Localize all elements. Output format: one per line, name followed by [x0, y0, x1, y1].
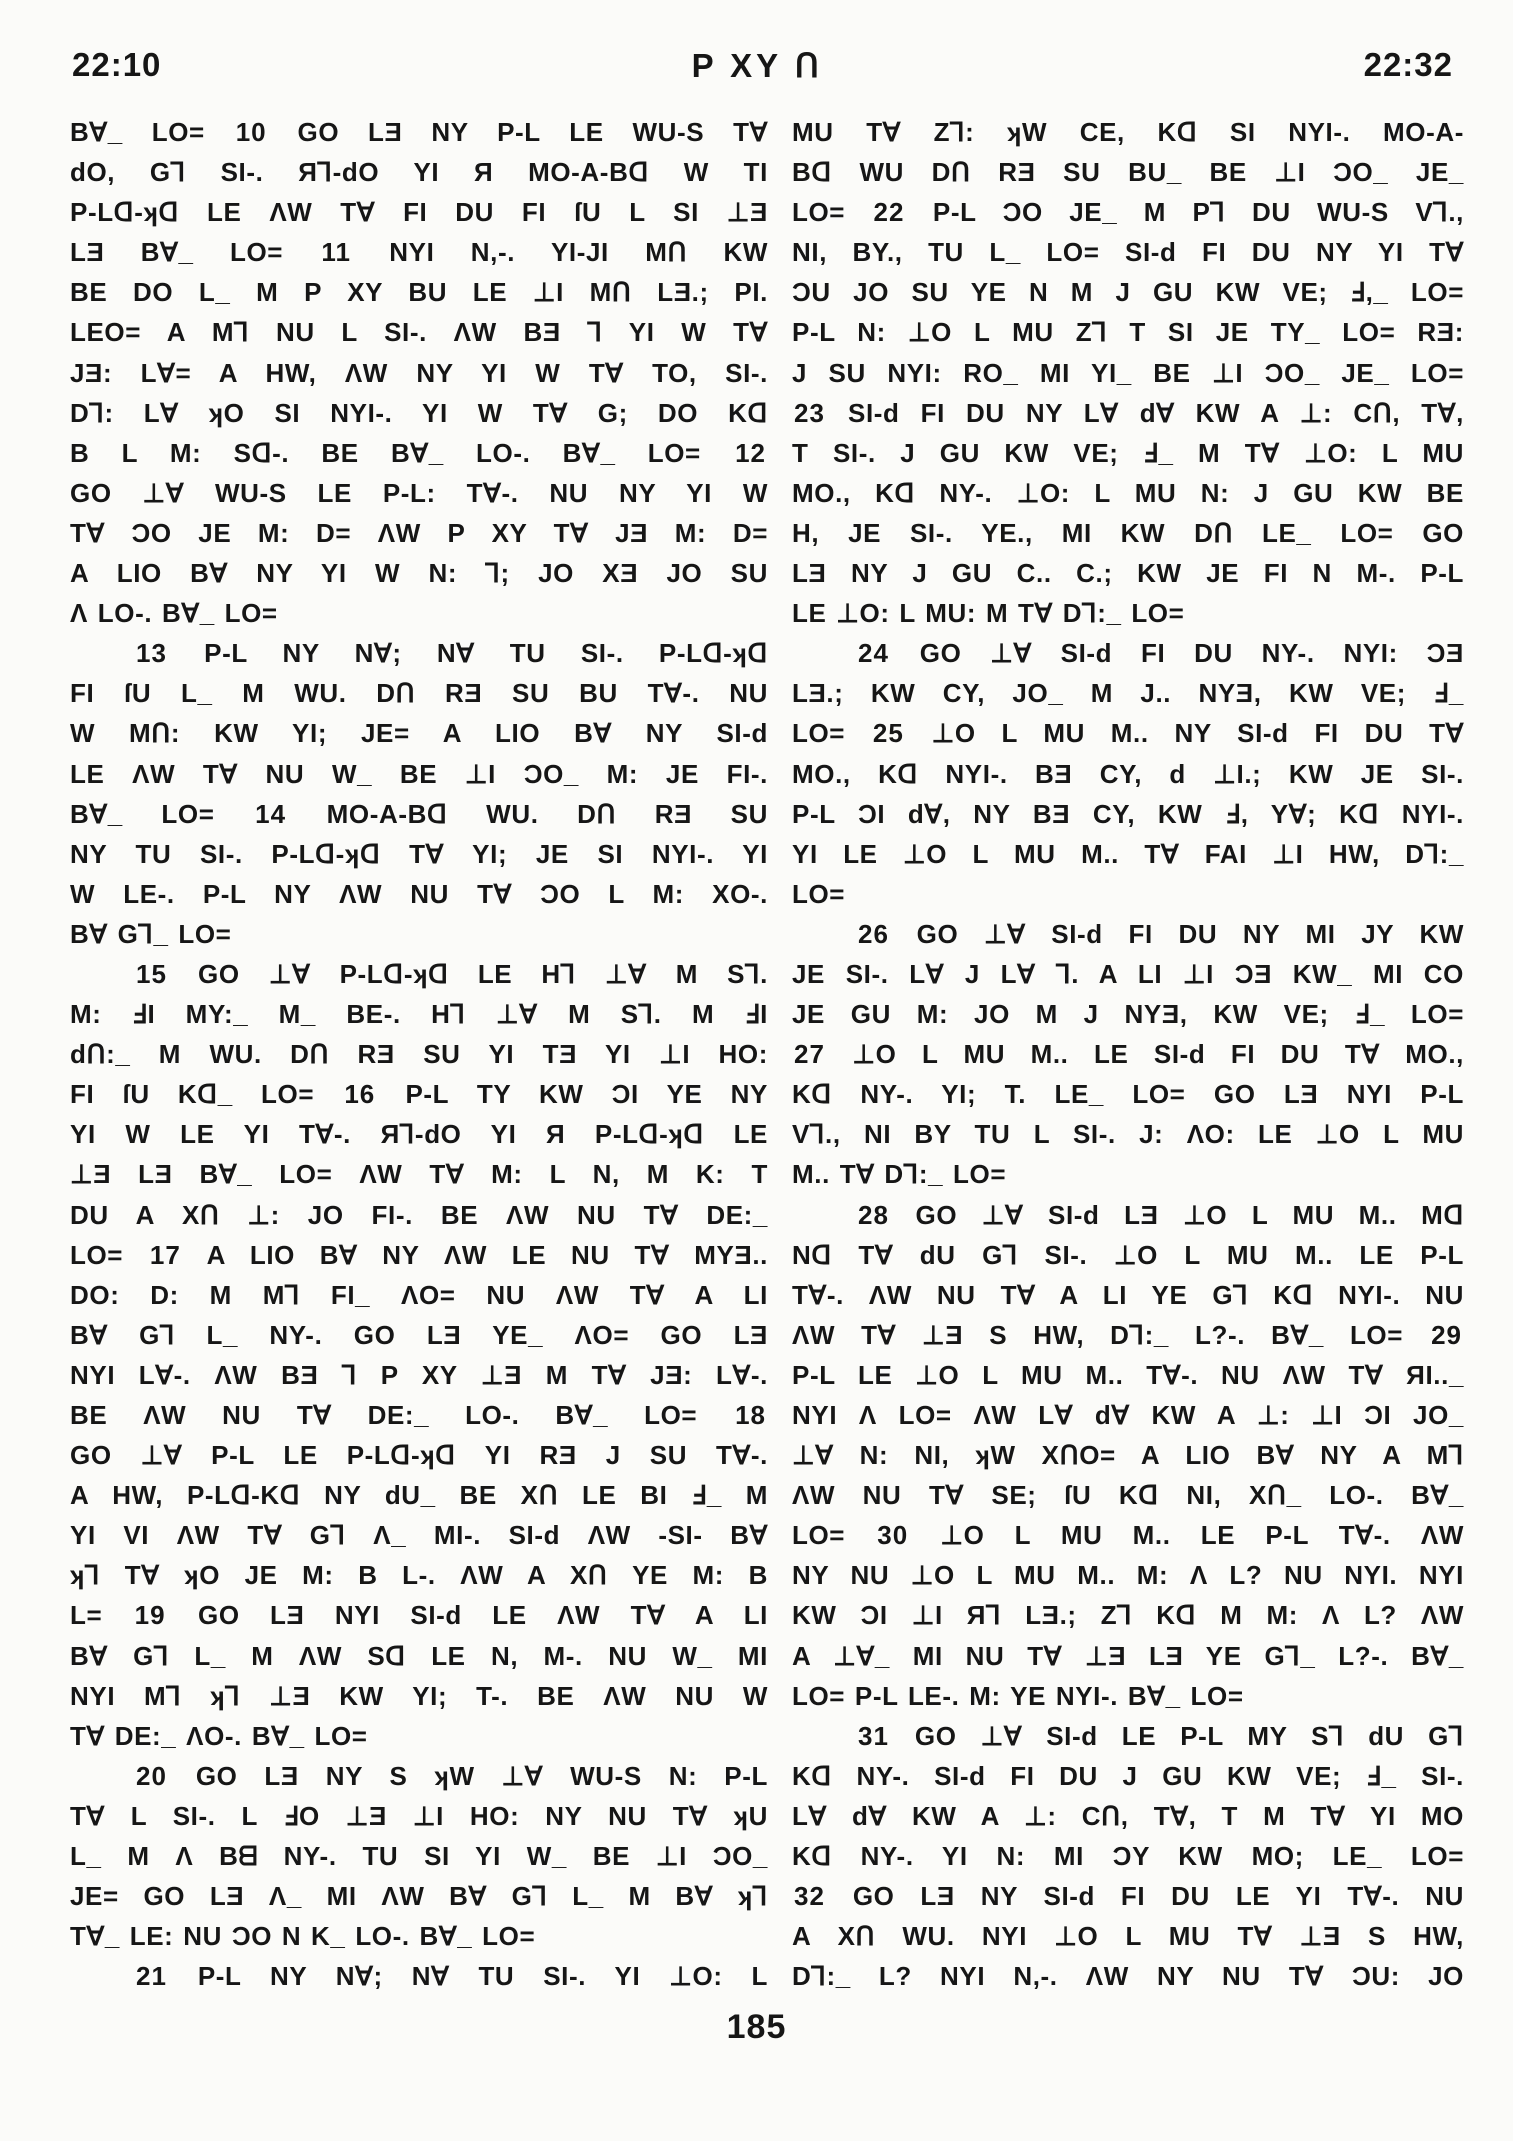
text-line: T∀ ƆO JE M: D= ΛW P XY T∀ JƎ M: D= [70, 517, 768, 548]
text-line: L_ M Λ Bᗺ NY-. TU SI YI W_ BE ⊥I ƆO_ [70, 1841, 768, 1872]
verse-number: 20 [136, 1760, 167, 1791]
text-line: D⅂: L∀ ʞO SI NYI-. YI W T∀ G; DO Kᗡ [70, 397, 768, 428]
text-line: T∀-. ΛW NU T∀ A LI YE G⅂ Kᗡ NYI-. NU [792, 1279, 1464, 1310]
text-line: MO., Kᗡ NY-. ⊥O: L MU N: J GU KW BE [792, 477, 1464, 508]
text-line: B∀ G⅂_ LO= [70, 918, 232, 949]
text-line: J SU NYI: RO_ MI YI_ BE ⊥I ƆO_ JE_ LO= [792, 357, 1464, 388]
text-line: W MՈ: KW YI; JE= A LIO B∀ NY SI-d [70, 718, 768, 749]
verse-number: 31 [858, 1720, 889, 1751]
text-line: NY NU ⊥O L MU M.. M: Λ L? NU NYI. NYI [792, 1560, 1464, 1591]
text-line: D⅂:_ L? NYI N,-. ΛW NY NU T∀ ƆU: JO [792, 1961, 1464, 1992]
text-line: T SI-. J GU KW VE; Ⅎ_ M T∀ ⊥O: L MU [792, 437, 1464, 468]
text-line: LƎ NY J GU C.. C.; KW JE FI N M-. P-L [792, 558, 1464, 589]
text-line: LƎ.; KW CY, JO_ M J.. NYƎ, KW VE; Ⅎ_ [792, 678, 1464, 709]
text-line: 15 GO ⊥∀ P-Lᗡ-ʞᗡ LE H⅂ ⊥∀ M S⅂. [136, 958, 768, 989]
text-line: T∀ DE:_ ΛO-. B∀_ LO= [70, 1720, 368, 1751]
text-line: V⅂., NI BY TU L SI-. J: ΛO: LE ⊥O L MU [792, 1119, 1464, 1150]
running-head-book-title: P XY Ո [691, 47, 823, 84]
text-line: ΛW NU T∀ SE; ſU Kᗡ NI, XՈ_ LO-. B∀_ [792, 1480, 1464, 1511]
text-line: 13 P-L NY N∀; N∀ TU SI-. P-Lᗡ-ʞᗡ [136, 638, 768, 669]
verse-number: 17 [149, 1239, 181, 1270]
text-line: YI VI ΛW T∀ G⅂ Λ_ MI-. SI-d ΛW -SI- B∀ [70, 1520, 768, 1551]
verse-number: 22 [873, 197, 905, 228]
text-line: FI ſU Kᗡ_ LO= 16 P-L TY KW ƆI YE NY [70, 1079, 768, 1110]
text-line: LE ΛW T∀ NU W_ BE ⊥I ƆO_ M: JE FI-. [70, 758, 768, 789]
text-line: YI W LE YI T∀-. Я⅂-dO YI Я P-Lᗡ-ʞᗡ LE [70, 1119, 768, 1150]
text-line: MU T∀ Z⅂: ʞW CE, Kᗡ SI NYI-. MO-A- [792, 117, 1464, 147]
text-line: 26 GO ⊥∀ SI-d FI DU NY MI JY KW [858, 918, 1464, 949]
verse-number: 12 [735, 437, 766, 468]
verse-number: 16 [344, 1079, 376, 1110]
text-column-right [792, 112, 1464, 1996]
text-line: P-L LE ⊥O L MU M.. T∀-. NU ΛW T∀ ЯI.._ [792, 1359, 1464, 1390]
text-line: YI LE ⊥O L MU M.. T∀ FAI ⊥I HW, D⅂:_ [792, 838, 1464, 869]
text-line: NY TU SI-. P-Lᗡ-ʞᗡ T∀ YI; JE SI NYI-. YI [70, 838, 768, 869]
text-line: Kᗡ NY-. YI; T. LE_ LO= GO LƎ NYI P-L [792, 1079, 1464, 1110]
text-line: B∀_ LO= 14 MO-A-Bᗡ WU. DՈ RƎ SU [70, 798, 768, 829]
text-line: LO= P-L LE-. M: YE NYI-. B∀_ LO= [792, 1680, 1244, 1711]
running-head [72, 46, 1453, 84]
verse-number: 13 [136, 638, 167, 669]
text-line: 24 GO ⊥∀ SI-d FI DU NY-. NYI: ƆƎ [858, 638, 1464, 669]
text-line: 28 GO ⊥∀ SI-d LƎ ⊥O L MU M.. Mᗡ [858, 1199, 1464, 1230]
text-line: DO: D: M M⅂ FI_ ΛO= NU ΛW T∀ A LI [70, 1279, 768, 1310]
text-line: 32 GO LƎ NY SI-d FI DU LE YI T∀-. NU [794, 1881, 1464, 1912]
verse-number: 14 [255, 798, 287, 829]
verse-number: 27 [794, 1039, 825, 1070]
text-line: GO ⊥∀ WU-S LE P-L: T∀-. NU NY YI W [70, 477, 768, 508]
verse-number: 26 [858, 918, 889, 949]
text-line: NYI L∀-. ΛW BƎ ⅂ P XY ⊥Ǝ M T∀ JƎ: L∀-. [70, 1359, 768, 1390]
text-line: LƎ B∀_ LO= 11 NYI N,-. YI-JI MՈ KW [70, 237, 768, 268]
text-line: B∀ G⅂ L_ M ΛW Sᗡ LE N, M-. NU W_ MI [70, 1640, 768, 1671]
running-head-left-reference: 22:10 [72, 46, 162, 83]
text-line: MO., Kᗡ NYI-. BƎ CY, d ⊥I.; KW JE SI-. [792, 758, 1464, 789]
text-line: DU A XՈ ⊥: JO FI-. BE ΛW NU T∀ DE:_ [70, 1199, 768, 1230]
verse-number: 11 [321, 237, 351, 268]
text-line: 27 ⊥O L MU M.. LE SI-d FI DU T∀ MO., [794, 1039, 1464, 1070]
text-line: Λ LO-. B∀_ LO= [70, 598, 278, 629]
text-line: BE DO L_ M P XY BU LE ⊥I MՈ LƎ.; PI. [70, 277, 768, 308]
text-line: GO ⊥∀ P-L LE P-Lᗡ-ʞᗡ YI RƎ J SU T∀-. [70, 1440, 768, 1471]
text-line: P-L ƆI d∀, NY BƎ CY, KW Ⅎ, Y∀; Kᗡ NYI-. [792, 798, 1464, 829]
text-line: 21 P-L NY N∀; N∀ TU SI-. YI ⊥O: L [136, 1961, 768, 1992]
text-line: Nᗡ T∀ dU G⅂ SI-. ⊥O L MU M.. LE P-L [792, 1239, 1464, 1270]
page-number: 185 [726, 2008, 787, 2046]
verse-number: 23 [794, 397, 825, 428]
text-line: B∀_ LO= 10 GO LƎ NY P-L LE WU-S T∀ [70, 117, 768, 147]
text-line: LO= 17 A LIO B∀ NY ΛW LE NU T∀ MYƎ.. [70, 1239, 768, 1270]
text-line: JE= GO LƎ Λ_ MI ΛW B∀ G⅂ L_ M B∀ ʞ⅂ [70, 1881, 768, 1912]
text-line: A LIO B∀ NY YI W N: ⅂; JO XƎ JO SU [70, 558, 768, 589]
text-line: 20 GO LƎ NY S ʞW ⊥∀ WU-S N: P-L [136, 1760, 768, 1791]
text-line: T∀ L SI-. L ℲO ⊥Ǝ ⊥I HO: NY NU T∀ ʞU [70, 1800, 768, 1831]
text-line: ƆU JO SU YE N M J GU KW VE; Ⅎ,_ LO= [792, 277, 1464, 308]
verse-number: 28 [858, 1199, 889, 1230]
text-line: M: ℲI MY:_ M_ BE-. H⅂ ⊥∀ M S⅂. M ℲI [70, 999, 768, 1030]
text-line: 23 SI-d FI DU NY L∀ d∀ KW A ⊥: CՈ, T∀, [794, 397, 1464, 428]
text-line: P-L N: ⊥O L MU Z⅂ T SI JE TY_ LO= RƎ: [792, 317, 1464, 348]
text-line: ⊥∀ N: NI, ʞW XՈO= A LIO B∀ NY A M⅂ [792, 1440, 1464, 1471]
verse-number: 30 [877, 1520, 909, 1551]
text-line: B∀ G⅂ L_ NY-. GO LƎ YE_ ΛO= GO LƎ [70, 1319, 768, 1350]
text-line: A ⊥∀_ MI NU T∀ ⊥Ǝ LƎ YE G⅂_ L?-. B∀_ [792, 1640, 1464, 1671]
text-line: A HW, P-Lᗡ-Kᗡ NY dU_ BE XՈ LE BI Ⅎ_ M [70, 1480, 768, 1511]
text-line: B L M: Sᗡ-. BE B∀_ LO-. B∀_ LO= 12 [70, 437, 766, 468]
text-line: NYI M⅂ ʞ⅂ ⊥Ǝ KW YI; T-. BE ΛW NU W [70, 1680, 768, 1711]
text-line: LEO= A M⅂ NU L SI-. ΛW BƎ ⅂ YI W T∀ [70, 317, 768, 348]
text-line: NYI Λ LO= ΛW L∀ d∀ KW A ⊥: ⊥I ƆI JO_ [792, 1400, 1464, 1430]
text-line: BE ΛW NU T∀ DE:_ LO-. B∀_ LO= 18 [70, 1400, 766, 1430]
text-line: Kᗡ NY-. YI N: MI ƆY KW MO; LE_ LO= [792, 1841, 1464, 1872]
text-line: H, JE SI-. YE., MI KW DՈ LE_ LO= GO [792, 517, 1464, 548]
text-line: dO, G⅂ SI-. Я⅂-dO YI Я MO-A-Bᗡ W TI [70, 157, 768, 188]
text-line: ʞ⅂ T∀ ʞO JE M: B L-. ΛW A XՈ YE M: B [70, 1560, 768, 1591]
text-line: M.. T∀ D⅂:_ LO= [792, 1159, 1007, 1190]
text-line: P-Lᗡ-ʞᗡ LE ΛW T∀ FI DU FI ſU L SI ⊥Ǝ [70, 197, 768, 228]
text-line: LO= [792, 878, 846, 909]
text-line: L= 19 GO LƎ NYI SI-d LE ΛW T∀ A LI [70, 1600, 768, 1631]
page-body [70, 112, 1464, 1996]
text-line: LO= 30 ⊥O L MU M.. LE P-L T∀-. ΛW [792, 1520, 1464, 1551]
text-line: LO= 22 P-L ƆO JE_ M P⅂ DU WU-S V⅂., [792, 197, 1464, 228]
text-line: W LE-. P-L NY ΛW NU T∀ ƆO L M: XO-. [70, 878, 768, 909]
text-line: 31 GO ⊥∀ SI-d LE P-L MY S⅂ dU G⅂ [858, 1720, 1464, 1751]
text-line: Bᗡ WU DՈ RƎ SU BU_ BE ⊥I ƆO_ JE_ [792, 157, 1464, 188]
verse-number: 18 [735, 1400, 766, 1430]
verse-number: 19 [134, 1600, 166, 1631]
text-line: dՈ:_ M WU. DՈ RƎ SU YI TƎ YI ⊥I HO: [70, 1039, 768, 1070]
verse-number: 24 [858, 638, 889, 669]
text-line: JE GU M: JO M J NYƎ, KW VE; Ⅎ_ LO= [792, 999, 1464, 1030]
verse-number: 21 [136, 1961, 167, 1992]
text-line: JE SI-. L∀ J L∀ ⅂. A LI ⊥I ƆƎ KW_ MI CO [792, 958, 1464, 989]
verse-number: 25 [872, 718, 904, 749]
text-line: JƎ: L∀= A HW, ΛW NY YI W T∀ TO, SI-. [70, 357, 768, 388]
text-line: ⊥Ǝ LƎ B∀_ LO= ΛW T∀ M: L N, M K: T [70, 1159, 768, 1190]
text-column-left [70, 112, 768, 1996]
text-line: FI ſU L_ M WU. DՈ RƎ SU BU T∀-. NU [70, 678, 768, 709]
verse-number: 10 [235, 117, 267, 147]
text-line: LO= 25 ⊥O L MU M.. NY SI-d FI DU T∀ [792, 718, 1464, 749]
verse-number: 32 [794, 1881, 825, 1912]
text-line: NI, BY., TU L_ LO= SI-d FI DU NY YI T∀ [792, 237, 1464, 268]
text-line: LE ⊥O: L MU: M T∀ D⅂:_ LO= [792, 598, 1185, 629]
text-line: KW ƆI ⊥I Я⅂ LƎ.; Z⅂ Kᗡ M M: Λ L? ΛW [792, 1600, 1464, 1631]
text-line: Kᗡ NY-. SI-d FI DU J GU KW VE; Ⅎ_ SI-. [792, 1760, 1464, 1791]
verse-number: 15 [136, 958, 167, 989]
text-line: A XՈ WU. NYI ⊥O L MU T∀ ⊥Ǝ S HW, [792, 1921, 1464, 1952]
text-line: L∀ d∀ KW A ⊥: CՈ, T∀, T M T∀ YI MO [792, 1800, 1464, 1831]
text-line: T∀_ LE: NU ƆO N K_ LO-. B∀_ LO= [70, 1921, 536, 1952]
verse-number: 29 [1431, 1319, 1462, 1350]
running-head-right-reference: 22:32 [1363, 46, 1453, 83]
text-line: ΛW T∀ ⊥Ǝ S HW, D⅂:_ L?-. B∀_ LO= 29 [792, 1319, 1462, 1350]
